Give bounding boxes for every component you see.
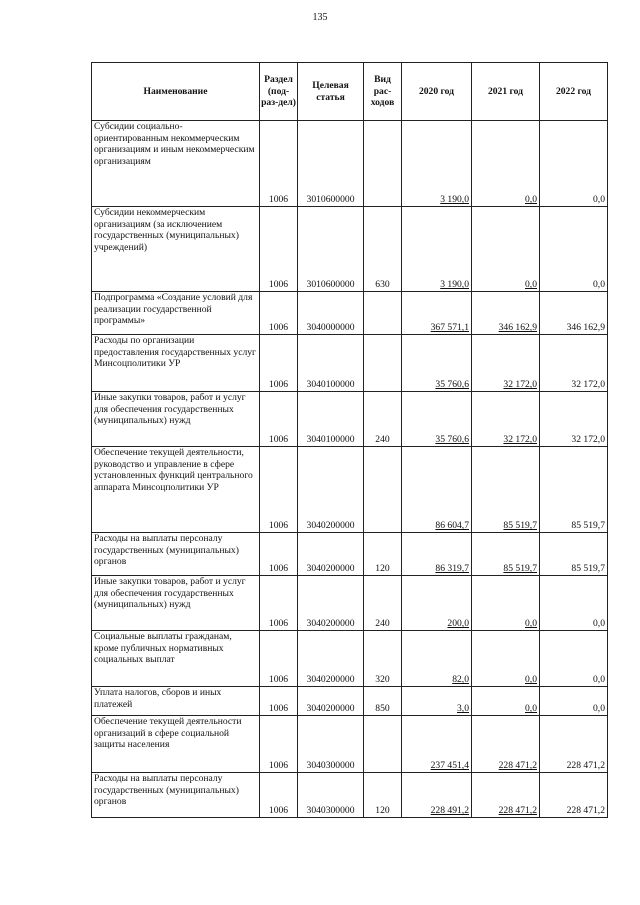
row-2021: 0,0 bbox=[472, 631, 540, 687]
page-number: 135 bbox=[312, 12, 328, 23]
row-2020: 86 319,7 bbox=[402, 533, 472, 576]
row-2021: 228 471,2 bbox=[472, 773, 540, 818]
row-section: 1006 bbox=[260, 631, 298, 687]
row-name: Расходы на выплаты персоналу государственных (муниципальных) органов bbox=[92, 773, 260, 818]
row-2021: 0,0 bbox=[472, 207, 540, 292]
row-section: 1006 bbox=[260, 335, 298, 392]
row-2021: 0,0 bbox=[472, 576, 540, 631]
row-target: 3010600000 bbox=[298, 207, 364, 292]
row-expense-type bbox=[364, 716, 402, 773]
table-row bbox=[92, 447, 608, 533]
row-2020: 237 451,4 bbox=[402, 716, 472, 773]
row-section: 1006 bbox=[260, 533, 298, 576]
row-2020: 86 604,7 bbox=[402, 447, 472, 533]
budget-table bbox=[91, 62, 608, 818]
row-name: Подпрограмма «Создание условий для реализации государственной программы» bbox=[92, 292, 260, 335]
table-row bbox=[92, 687, 608, 716]
header-2021: 2021 год bbox=[472, 63, 540, 121]
header-row bbox=[92, 63, 608, 121]
table-row bbox=[92, 335, 608, 392]
row-target: 3040100000 bbox=[298, 392, 364, 447]
row-2020: 228 491,2 bbox=[402, 773, 472, 818]
row-expense-type bbox=[364, 292, 402, 335]
row-target: 3040000000 bbox=[298, 292, 364, 335]
table-row bbox=[92, 716, 608, 773]
header-name: Наименование bbox=[92, 63, 260, 121]
row-section: 1006 bbox=[260, 392, 298, 447]
row-expense-type: 120 bbox=[364, 773, 402, 818]
row-2021: 32 172,0 bbox=[472, 335, 540, 392]
row-name: Расходы по организации предоставления государственных услуг Минсоцполитики УР bbox=[92, 335, 260, 392]
row-section: 1006 bbox=[260, 121, 298, 207]
row-2022: 228 471,2 bbox=[540, 716, 608, 773]
row-section: 1006 bbox=[260, 687, 298, 716]
row-2021: 228 471,2 bbox=[472, 716, 540, 773]
row-section: 1006 bbox=[260, 207, 298, 292]
row-2020: 3 190,0 bbox=[402, 207, 472, 292]
row-expense-type bbox=[364, 121, 402, 207]
row-section: 1006 bbox=[260, 292, 298, 335]
row-name: Обеспечение текущей деятельности, руководство и управление в сфере установленных функций центрального аппарата Минсоцполитики УР bbox=[92, 447, 260, 533]
row-target: 3040200000 bbox=[298, 533, 364, 576]
table-row bbox=[92, 631, 608, 687]
table-row bbox=[92, 773, 608, 818]
row-target: 3040100000 bbox=[298, 335, 364, 392]
row-2020: 3 190,0 bbox=[402, 121, 472, 207]
header-expense-type: Вид рас-ходов bbox=[364, 63, 402, 121]
row-name: Обеспечение текущей деятельности организаций в сфере социальной защиты населения bbox=[92, 716, 260, 773]
row-section: 1006 bbox=[260, 716, 298, 773]
header-2020: 2020 год bbox=[402, 63, 472, 121]
row-2022: 228 471,2 bbox=[540, 773, 608, 818]
row-2022: 346 162,9 bbox=[540, 292, 608, 335]
row-target: 3040300000 bbox=[298, 716, 364, 773]
table-row bbox=[92, 207, 608, 292]
row-name: Социальные выплаты гражданам, кроме публичных нормативных социальных выплат bbox=[92, 631, 260, 687]
row-2020: 82,0 bbox=[402, 631, 472, 687]
row-section: 1006 bbox=[260, 773, 298, 818]
row-2020: 200,0 bbox=[402, 576, 472, 631]
row-2021: 32 172,0 bbox=[472, 392, 540, 447]
table-row bbox=[92, 292, 608, 335]
row-2020: 3,0 bbox=[402, 687, 472, 716]
table-row bbox=[92, 533, 608, 576]
row-name: Уплата налогов, сборов и иных платежей bbox=[92, 687, 260, 716]
row-expense-type bbox=[364, 335, 402, 392]
row-name: Расходы на выплаты персоналу государственных (муниципальных) органов bbox=[92, 533, 260, 576]
header-2022: 2022 год bbox=[540, 63, 608, 121]
row-2020: 35 760,6 bbox=[402, 335, 472, 392]
row-expense-type: 240 bbox=[364, 576, 402, 631]
row-expense-type: 240 bbox=[364, 392, 402, 447]
row-2022: 0,0 bbox=[540, 121, 608, 207]
row-expense-type: 120 bbox=[364, 533, 402, 576]
row-2021: 346 162,9 bbox=[472, 292, 540, 335]
row-target: 3040300000 bbox=[298, 773, 364, 818]
header-section: Раздел (под-раз-дел) bbox=[260, 63, 298, 121]
row-2021: 0,0 bbox=[472, 121, 540, 207]
table-row bbox=[92, 392, 608, 447]
row-expense-type: 320 bbox=[364, 631, 402, 687]
row-2020: 367 571,1 bbox=[402, 292, 472, 335]
row-2020: 35 760,6 bbox=[402, 392, 472, 447]
row-2022: 85 519,7 bbox=[540, 533, 608, 576]
row-2021: 85 519,7 bbox=[472, 533, 540, 576]
row-expense-type: 850 bbox=[364, 687, 402, 716]
row-2021: 0,0 bbox=[472, 687, 540, 716]
header-target: Целевая статья bbox=[298, 63, 364, 121]
table-row bbox=[92, 121, 608, 207]
row-name: Субсидии некоммерческим организациям (за исключением государственных (муниципальных) учреждений) bbox=[92, 207, 260, 292]
row-section: 1006 bbox=[260, 576, 298, 631]
row-2021: 85 519,7 bbox=[472, 447, 540, 533]
row-name: Иные закупки товаров, работ и услуг для обеспечения государственных (муниципальных) нужд bbox=[92, 576, 260, 631]
row-name: Иные закупки товаров, работ и услуг для обеспечения государственных (муниципальных) нужд bbox=[92, 392, 260, 447]
row-target: 3040200000 bbox=[298, 687, 364, 716]
row-expense-type: 630 bbox=[364, 207, 402, 292]
row-2022: 85 519,7 bbox=[540, 447, 608, 533]
table-row bbox=[92, 576, 608, 631]
row-2022: 0,0 bbox=[540, 576, 608, 631]
row-expense-type bbox=[364, 447, 402, 533]
row-target: 3040200000 bbox=[298, 447, 364, 533]
row-target: 3040200000 bbox=[298, 631, 364, 687]
row-2022: 0,0 bbox=[540, 207, 608, 292]
row-2022: 0,0 bbox=[540, 687, 608, 716]
row-target: 3040200000 bbox=[298, 576, 364, 631]
row-name: Субсидии социально-ориентированным некоммерческим организациям и иным некоммерческим организациям bbox=[92, 121, 260, 207]
row-target: 3010600000 bbox=[298, 121, 364, 207]
row-2022: 0,0 bbox=[540, 631, 608, 687]
row-2022: 32 172,0 bbox=[540, 392, 608, 447]
row-2022: 32 172,0 bbox=[540, 335, 608, 392]
row-section: 1006 bbox=[260, 447, 298, 533]
